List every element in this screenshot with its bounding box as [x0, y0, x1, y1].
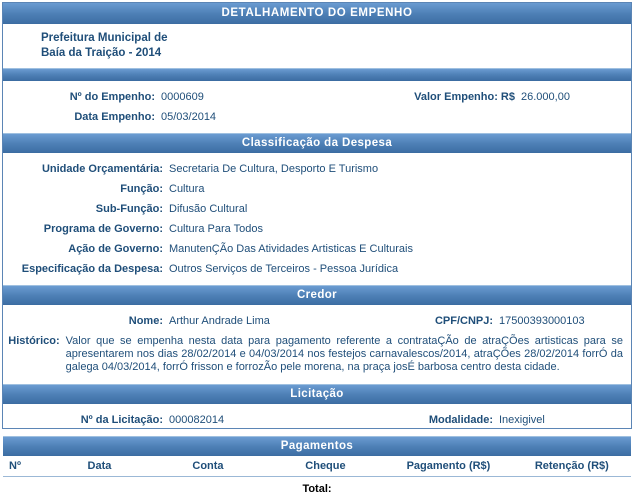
classificacao-row-acao	[3, 239, 631, 259]
pagamentos-total-label: Total:	[302, 483, 332, 495]
section-licitacao: Licitação	[3, 384, 631, 404]
credor-nome-value: Arthur Andrade Lima	[169, 315, 270, 327]
licitacao-modalidade-label: Modalidade:	[428, 414, 493, 426]
classificacao-row-funcao	[3, 179, 631, 199]
organization-line-1: Prefeitura Municipal de	[41, 32, 168, 44]
empenho-number-value: 0000609	[161, 91, 204, 103]
empenho-date-value: 05/03/2014	[161, 111, 217, 123]
document-frame	[2, 2, 632, 495]
column-header-cheque: Cheque	[267, 456, 385, 477]
empenho-date-label: Data Empenho:	[74, 111, 155, 123]
historico-value: Valor que se empenha nesta data para pagamento referente a contrataÇÃo de atraÇÕes artisticas para se apresentarem nos dias 28/02/2014 e 04/03/2014 nos festejos carnavalescos/2014, atraÇÕes 28/02/2014 forrÓ da galega 04/03/2014, forrÓ frisson e forrozÃo pele morena, na praça josÉ barbosa centro desta cidade.	[65, 335, 623, 373]
credor-nome-row	[3, 311, 631, 331]
sub-funcao-value: Difusão Cultural	[169, 203, 248, 215]
licitacao-numero-value: 000082014	[169, 414, 225, 426]
sub-funcao-label: Sub-Função:	[95, 203, 163, 215]
empenho-valor-label: Valor Empenho: R$	[414, 91, 515, 103]
empenho-valor-value: 26.000,00	[521, 91, 570, 103]
credor-cpf-value: 17500393000103	[499, 315, 585, 327]
section-credor: Credor	[3, 285, 631, 305]
historico-label: Histórico:	[8, 335, 60, 347]
divider-strip-top	[3, 68, 631, 81]
unidade-orcamentaria-value: Secretaria De Cultura, Desporto E Turismo	[169, 163, 379, 175]
credor-cpf-label: CPF/CNPJ:	[434, 315, 493, 327]
column-header-data: Data	[50, 456, 150, 477]
column-header-numero: Nº	[3, 456, 50, 477]
classificacao-rows	[3, 153, 631, 285]
licitacao-rows	[3, 404, 631, 436]
organization-line-2: Baía da Traição - 2014	[41, 47, 162, 59]
licitacao-modalidade-value: Inexigivel	[499, 414, 545, 426]
organization-header	[3, 24, 631, 68]
classificacao-row-especificacao	[3, 259, 631, 279]
empenho-number-label: Nº do Empenho:	[69, 91, 155, 103]
unidade-orcamentaria-label: Unidade Orçamentária:	[41, 163, 163, 175]
classificacao-row-subfuncao	[3, 199, 631, 219]
empenho-number-row	[3, 87, 631, 107]
section-pagamentos: Pagamentos	[3, 436, 631, 456]
especificacao-despesa-value: Outros Serviços de Terceiros - Pessoa Jurídica	[169, 263, 399, 275]
especificacao-despesa-label: Especificação da Despesa:	[21, 263, 163, 275]
acao-governo-value: ManutenÇÃo Das Atividades Artisticas E Culturais	[169, 243, 413, 255]
classificacao-row-unidade	[3, 159, 631, 179]
empenho-date-row	[3, 107, 631, 127]
pagamentos-table	[3, 456, 631, 477]
credor-rows	[3, 305, 631, 384]
programa-governo-value: Cultura Para Todos	[169, 223, 263, 235]
credor-nome-label: Nome:	[128, 315, 163, 327]
page-title: DETALHAMENTO DO EMPENHO	[3, 3, 631, 24]
licitacao-numero-label: Nº da Licitação:	[80, 414, 163, 426]
column-header-pagamento: Pagamento (R$)	[384, 456, 512, 477]
funcao-label: Função:	[120, 183, 163, 195]
programa-governo-label: Programa de Governo:	[43, 223, 163, 235]
empenho-summary	[3, 81, 631, 133]
classificacao-row-programa	[3, 219, 631, 239]
column-header-conta: Conta	[149, 456, 266, 477]
column-header-retencao: Retenção (R$)	[513, 456, 631, 477]
funcao-value: Cultura	[169, 183, 205, 195]
pagamentos-header-row	[3, 456, 631, 477]
acao-governo-label: Ação de Governo:	[68, 243, 163, 255]
licitacao-row	[3, 410, 631, 430]
credor-historico-row	[3, 331, 631, 378]
section-classificacao-despesa: Classificação da Despesa	[3, 133, 631, 153]
